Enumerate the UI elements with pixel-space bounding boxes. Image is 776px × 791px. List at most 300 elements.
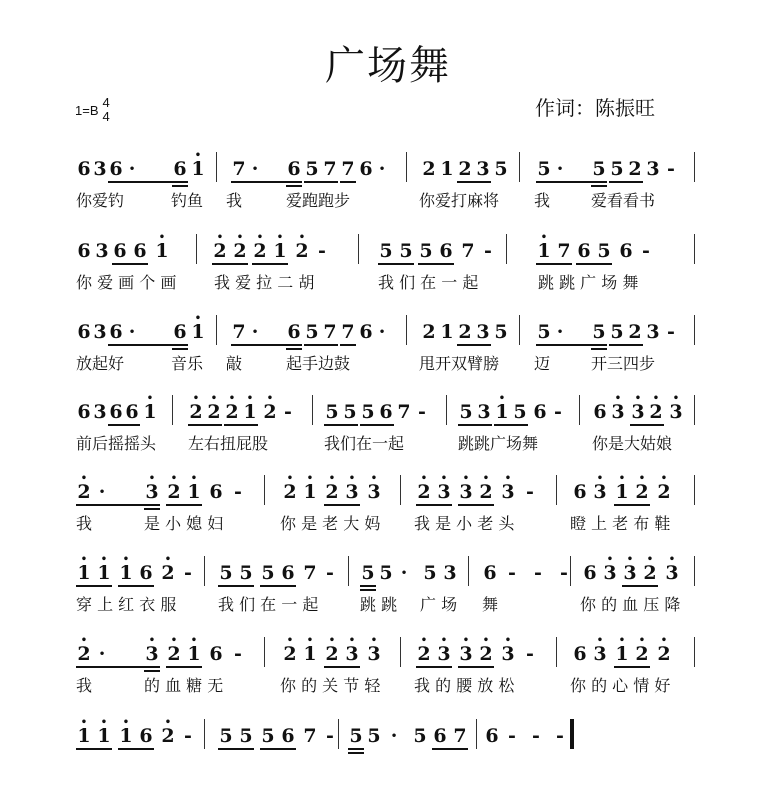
bar-line	[694, 637, 695, 667]
note-digit: 1	[495, 401, 509, 423]
note-digit: 6	[533, 401, 547, 423]
bar-line	[694, 234, 695, 264]
note	[476, 401, 492, 423]
note-digit: ·	[98, 481, 106, 503]
note-digit: 7	[557, 240, 571, 262]
note	[421, 158, 437, 180]
key-signature	[75, 96, 110, 124]
note-digit: 2	[635, 643, 649, 665]
beam-underline	[614, 504, 650, 506]
dash-sustain	[550, 401, 566, 423]
bar-line	[400, 637, 401, 667]
beam-underline	[418, 263, 454, 265]
note	[231, 321, 247, 343]
note-digit: 2	[479, 481, 493, 503]
lyric-phrase: 跳跳广场舞	[458, 434, 539, 453]
note	[280, 562, 296, 584]
lyric-phrase: 前后摇摇头	[76, 434, 157, 453]
note	[242, 393, 258, 423]
note-digit: 6	[281, 562, 295, 584]
octave-dot-icon: •	[148, 635, 156, 646]
note	[166, 635, 182, 665]
note	[630, 393, 646, 423]
notes-line	[76, 717, 716, 757]
note	[286, 321, 302, 343]
lyric-phrase: 我 们 在 一 起	[378, 273, 479, 292]
note	[609, 321, 625, 343]
beam-underline-second	[172, 185, 188, 187]
note-digit: 7	[453, 725, 467, 747]
note	[418, 240, 434, 262]
beam-underline	[360, 585, 376, 587]
octave-dot-icon: •	[194, 313, 202, 324]
dash-sustain	[280, 401, 296, 423]
note-digit: 2	[657, 643, 671, 665]
note-digit: -	[484, 240, 492, 262]
beam-underline	[614, 666, 650, 668]
beam-underline	[260, 585, 296, 587]
note	[627, 158, 643, 180]
octave-dot-icon: •	[638, 635, 646, 646]
note-digit: -	[526, 481, 534, 503]
note-digit: 6	[77, 321, 91, 343]
note-digit: 2	[189, 401, 203, 423]
note	[439, 158, 455, 180]
beam-underline	[457, 344, 491, 346]
octave-dot-icon: •	[348, 473, 356, 484]
note	[342, 401, 358, 423]
note-digit: 3	[93, 401, 107, 423]
note-digit: 6	[133, 240, 147, 262]
note-digit: -	[554, 401, 562, 423]
note-digit: 5	[367, 725, 381, 747]
octave-dot-icon: •	[652, 393, 660, 404]
note-digit: 2	[657, 481, 671, 503]
beam-underline-second	[286, 348, 302, 350]
note	[92, 158, 108, 180]
beam-underline	[76, 748, 112, 750]
note-digit: 6	[433, 725, 447, 747]
note-digit: 5	[379, 562, 393, 584]
lyric-phrase: 你爱打麻将	[419, 191, 500, 210]
lyric-phrase: 敲	[226, 354, 243, 373]
dash-sustain	[522, 643, 538, 665]
note-digit: 1	[303, 643, 317, 665]
note	[154, 232, 170, 262]
note-digit: 5	[305, 321, 319, 343]
lyric-phrase: 我	[226, 191, 243, 210]
bar-line	[579, 395, 580, 425]
beam-underline	[108, 424, 140, 426]
note-digit: 5	[349, 725, 363, 747]
note	[224, 393, 240, 423]
note-digit: -	[508, 725, 516, 747]
bar-line	[556, 637, 557, 667]
note-digit: 2	[649, 401, 663, 423]
note-digit: 3	[623, 562, 637, 584]
note	[282, 635, 298, 665]
lyric-phrase: 是 小 媳 妇	[144, 514, 224, 533]
note	[664, 554, 680, 584]
octave-dot-icon: •	[164, 717, 172, 728]
octave-dot-icon: •	[420, 635, 428, 646]
lyric-phrase: 迈	[534, 354, 551, 373]
note-digit: 3	[501, 643, 515, 665]
beam-underline-second	[591, 348, 607, 350]
octave-dot-icon: •	[328, 473, 336, 484]
note	[322, 158, 338, 180]
note	[160, 554, 176, 584]
note-digit: ·	[378, 158, 386, 180]
lyric-phrase: 你爱钓	[76, 191, 125, 210]
note	[378, 401, 394, 423]
note	[378, 562, 394, 584]
octave-dot-icon: •	[370, 635, 378, 646]
note-digit: 6	[287, 158, 301, 180]
note	[475, 158, 491, 180]
note-digit: 3	[345, 643, 359, 665]
note-digit: 6	[483, 562, 497, 584]
beam-underline	[340, 344, 356, 346]
lyric-phrase: 你 是 老 大 妈	[280, 514, 381, 533]
octave-dot-icon: •	[482, 473, 490, 484]
octave-dot-icon: •	[618, 473, 626, 484]
octave-dot-icon: •	[596, 635, 604, 646]
note	[232, 232, 248, 262]
note	[556, 240, 572, 262]
note	[260, 562, 276, 584]
note	[108, 321, 124, 343]
note-digit: 6	[113, 240, 127, 262]
note-digit: 5	[494, 158, 508, 180]
note	[324, 401, 340, 423]
note-digit: 5	[537, 321, 551, 343]
note	[668, 393, 684, 423]
octave-dot-icon: •	[440, 635, 448, 646]
note	[436, 635, 452, 665]
bar-line	[312, 395, 313, 425]
bar-line	[556, 475, 557, 505]
beam-underline	[76, 585, 112, 587]
note-digit: 5	[610, 321, 624, 343]
note	[536, 158, 552, 180]
note	[500, 473, 516, 503]
bar-line	[406, 315, 407, 345]
octave-dot-icon: •	[80, 717, 88, 728]
dot-augmentation	[94, 643, 110, 665]
octave-dot-icon: •	[504, 635, 512, 646]
lyric-phrase: 左右扭屁股	[188, 434, 269, 453]
lyrics-line	[76, 675, 716, 699]
time-signature-top: 4	[102, 95, 110, 110]
note-digit: 1	[119, 725, 133, 747]
note-digit: 3	[145, 643, 159, 665]
note-digit: 3	[437, 643, 451, 665]
note	[304, 321, 320, 343]
bar-line	[204, 719, 205, 749]
bar-line	[338, 719, 339, 749]
notes-line	[76, 635, 716, 675]
beam-underline	[360, 424, 394, 426]
octave-dot-icon: •	[606, 554, 614, 565]
dash-sustain	[314, 240, 330, 262]
note	[536, 232, 552, 262]
beam-underline	[536, 344, 607, 346]
note-digit: ·	[128, 321, 136, 343]
note	[166, 473, 182, 503]
note-digit: 7	[341, 321, 355, 343]
beam-underline	[166, 666, 202, 668]
lyric-phrase: 瞪 上 老 布 鞋	[570, 514, 671, 533]
octave-dot-icon: •	[190, 635, 198, 646]
beam-underline	[416, 666, 452, 668]
octave-dot-icon: •	[660, 635, 668, 646]
octave-dot-icon: •	[668, 554, 676, 565]
lyric-phrase: 爱跑跑步	[286, 191, 351, 210]
note	[458, 401, 474, 423]
note-digit: 1	[273, 240, 287, 262]
note-digit: 2	[417, 643, 431, 665]
note-digit: 5	[610, 158, 624, 180]
note-digit: 1	[191, 321, 205, 343]
octave-dot-icon: •	[298, 232, 306, 243]
note	[96, 554, 112, 584]
dot-augmentation	[374, 158, 390, 180]
note-digit: 1	[615, 481, 629, 503]
note-digit: 7	[323, 158, 337, 180]
bar-line	[694, 395, 695, 425]
note-digit: 5	[413, 725, 427, 747]
note-digit: 3	[93, 321, 107, 343]
note-digit: -	[556, 725, 564, 747]
note	[482, 562, 498, 584]
note-digit: 3	[345, 481, 359, 503]
note-digit: 5	[379, 240, 393, 262]
note-digit: 2	[77, 481, 91, 503]
beam-underline	[218, 585, 254, 587]
octave-dot-icon: •	[216, 232, 224, 243]
octave-dot-icon: •	[246, 393, 254, 404]
note-digit: 2	[253, 240, 267, 262]
beam-underline	[76, 504, 160, 506]
note-digit: 3	[476, 321, 490, 343]
note	[208, 481, 224, 503]
note	[645, 321, 661, 343]
note-digit: 3	[603, 562, 617, 584]
note	[76, 473, 92, 503]
note-digit: 2	[263, 401, 277, 423]
beam-underline-second	[172, 348, 188, 350]
note-digit: 6	[379, 401, 393, 423]
dot-augmentation	[247, 158, 263, 180]
note	[442, 562, 458, 584]
lyricist-credit: 作词：陈振旺	[535, 96, 655, 120]
note-digit: 2	[167, 481, 181, 503]
octave-dot-icon: •	[164, 554, 172, 565]
score-row	[76, 393, 716, 463]
note-digit: 1	[119, 562, 133, 584]
dot-augmentation	[247, 321, 263, 343]
note-digit: -	[184, 725, 192, 747]
note-digit: 7	[303, 725, 317, 747]
note	[622, 554, 638, 584]
note-digit: 5	[459, 401, 473, 423]
notes-line	[76, 150, 716, 190]
beam-underline	[458, 666, 494, 668]
note-digit: 2	[635, 481, 649, 503]
note	[609, 158, 625, 180]
note-digit: -	[642, 240, 650, 262]
note-digit: ·	[251, 158, 259, 180]
note	[475, 321, 491, 343]
note-digit: -	[326, 562, 334, 584]
note	[500, 635, 516, 665]
beam-underline	[494, 424, 528, 426]
note-digit: 1	[187, 481, 201, 503]
note-digit: 1	[440, 158, 454, 180]
note	[108, 158, 124, 180]
dash-sustain	[552, 725, 568, 747]
note-digit: 3	[593, 481, 607, 503]
note	[302, 725, 318, 747]
beam-underline	[348, 748, 364, 750]
note-digit: 1	[243, 401, 257, 423]
lyrics-line	[76, 190, 716, 214]
octave-dot-icon: •	[194, 150, 202, 161]
note	[92, 401, 108, 423]
note	[190, 150, 206, 180]
note-digit: 5	[361, 401, 375, 423]
note	[118, 717, 134, 747]
note	[190, 313, 206, 343]
note	[160, 717, 176, 747]
note-digit: 3	[501, 481, 515, 503]
bar-line	[216, 152, 217, 182]
note	[421, 321, 437, 343]
dash-sustain	[504, 562, 520, 584]
note-digit: 2	[458, 321, 472, 343]
beam-underline	[457, 181, 491, 183]
beam-underline	[218, 748, 254, 750]
note-digit: 2	[479, 643, 493, 665]
note-digit: 5	[419, 240, 433, 262]
octave-dot-icon: •	[286, 473, 294, 484]
note-digit: 5	[261, 562, 275, 584]
note-digit: -	[667, 158, 675, 180]
note	[493, 158, 509, 180]
octave-dot-icon: •	[462, 473, 470, 484]
octave-dot-icon: •	[672, 393, 680, 404]
beam-underline	[224, 424, 258, 426]
note	[634, 473, 650, 503]
beam-underline	[304, 344, 338, 346]
note	[186, 635, 202, 665]
note	[138, 562, 154, 584]
beam-underline	[108, 181, 188, 183]
note-digit: 5	[592, 321, 606, 343]
note	[358, 321, 374, 343]
note	[96, 717, 112, 747]
note-digit: 3	[459, 481, 473, 503]
lyric-phrase: 穿 上 红 衣 服	[76, 595, 177, 614]
dash-sustain	[180, 562, 196, 584]
note	[76, 158, 92, 180]
note-digit: 3	[443, 562, 457, 584]
note	[238, 725, 254, 747]
note	[422, 562, 438, 584]
octave-dot-icon: •	[266, 393, 274, 404]
note-digit: 5	[305, 158, 319, 180]
bar-line	[216, 315, 217, 345]
note	[366, 473, 382, 503]
bar-line	[264, 637, 265, 667]
note	[358, 158, 374, 180]
note	[656, 635, 672, 665]
note-digit: 2	[458, 158, 472, 180]
note	[76, 635, 92, 665]
score-row	[76, 232, 716, 302]
note-digit: 3	[95, 240, 109, 262]
octave-dot-icon: •	[122, 554, 130, 565]
beam-underline	[536, 181, 607, 183]
note-digit: 2	[283, 481, 297, 503]
note-digit: 2	[167, 643, 181, 665]
bar-line	[476, 719, 477, 749]
bar-line	[506, 234, 507, 264]
note	[132, 240, 148, 262]
note-digit: 2	[283, 643, 297, 665]
note-digit: 1	[191, 158, 205, 180]
dash-sustain	[322, 562, 338, 584]
note-digit: 2	[77, 643, 91, 665]
note-digit: 5	[494, 321, 508, 343]
note	[302, 473, 318, 503]
note-digit: 6	[125, 401, 139, 423]
note	[360, 562, 376, 584]
note	[92, 321, 108, 343]
beam-underline	[304, 181, 338, 183]
note	[614, 473, 630, 503]
note	[304, 158, 320, 180]
note	[366, 635, 382, 665]
note-digit: 2	[213, 240, 227, 262]
lyric-phrase: 钓鱼	[171, 191, 204, 210]
lyric-phrase: 我 们 在 一 起	[218, 595, 319, 614]
note-digit: 3	[367, 643, 381, 665]
note-digit: 3	[93, 158, 107, 180]
note-digit: ·	[556, 321, 564, 343]
lyric-phrase: 我	[76, 676, 93, 695]
note-digit: 2	[233, 240, 247, 262]
octave-dot-icon: •	[122, 717, 130, 728]
bar-line	[400, 475, 401, 505]
score-row	[76, 554, 716, 624]
note	[592, 635, 608, 665]
octave-dot-icon: •	[170, 473, 178, 484]
note-digit: 6	[209, 643, 223, 665]
octave-dot-icon: •	[276, 232, 284, 243]
bar-line	[196, 234, 197, 264]
note-digit: 5	[361, 562, 375, 584]
key-label: 1=B	[75, 102, 99, 118]
bar-line	[519, 152, 520, 182]
note	[188, 393, 204, 423]
notes-line	[76, 393, 716, 433]
note-digit: 7	[341, 158, 355, 180]
note	[344, 473, 360, 503]
note-digit: 6	[593, 401, 607, 423]
lyric-phrase: 我们在一起	[324, 434, 405, 453]
